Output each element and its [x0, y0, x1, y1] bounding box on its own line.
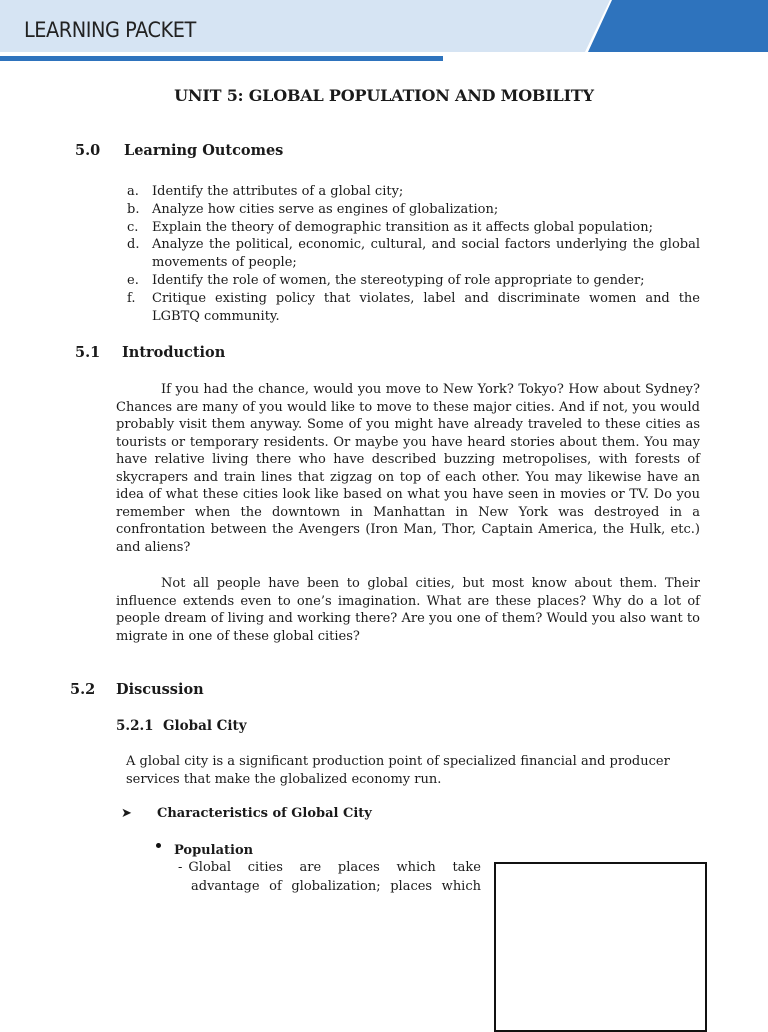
list-marker: b. — [127, 201, 140, 217]
list-item — [127, 219, 700, 237]
list-item-text: Critique existing policy that violates, label and discriminate women and the LGBTQ community. — [152, 290, 700, 324]
section-title: Discussion — [116, 681, 204, 698]
population-label: Population — [174, 843, 254, 858]
population-description — [178, 859, 481, 896]
list-item-text: Analyze how cities serve as engines of globalization; — [152, 201, 499, 217]
list-item — [127, 201, 700, 219]
list-marker: c. — [127, 219, 139, 235]
page-header — [0, 0, 768, 66]
intro-paragraph-1: If you had the chance, would you move to New York? Tokyo? How about Sydney? Chances are many of you would like to move to these major cities. And if not, you would probably visit them anyway. Some of you might have already traveled to these cities as tourists or temporary residents. Or maybe you have heard stories about them. You may have relative living there who have described buzzing metropolises, with forests of skycrapers and train lines that zigzag on top of each other. You may likewise have an idea of what these cities look like based on what you have seen in movies or TV. Do you remember when the downtown in Manhattan in New York was destroyed in a confrontation between the Avengers (Iron Man, Thor, Captain America, the Hulk, etc.) and aliens? — [116, 382, 700, 555]
list-item-text: Identify the role of women, the stereotyping of role appropriate to gender; — [152, 272, 645, 288]
list-item — [127, 183, 700, 201]
section-number: 5.0 — [75, 142, 101, 159]
intro-paragraph-2: Not all people have been to global cities, but most know about them. Their influence extends even to one’s imagination. What are these places? Why do a lot of people dream of living and working there? Are you one of them? Would you also want to migrate in one of these global cities? — [116, 576, 700, 644]
subsection-number: 5.2.1 — [116, 718, 154, 734]
list-item-text: Explain the theory of demographic transition as it affects global population; — [152, 219, 653, 235]
section-title: Learning Outcomes — [124, 142, 284, 159]
population-line-1: Global cities are places which take — [188, 860, 481, 875]
image-placeholder-box — [494, 862, 707, 1032]
list-marker: f. — [127, 290, 136, 306]
list-item-text: Analyze the political, economic, cultural, and social factors underlying the global movements of people; — [152, 237, 700, 271]
characteristics-heading: Characteristics of Global City — [157, 806, 372, 821]
dash-marker: - — [178, 860, 183, 875]
header-underline — [0, 56, 443, 61]
global-city-definition: A global city is a significant production point of specialized financial and producer services that make the globalized economy run. — [126, 754, 670, 787]
list-marker: d. — [127, 237, 140, 253]
list-item-text: Identify the attributes of a global city; — [152, 184, 404, 199]
header-title: LEARNING PACKET — [24, 18, 196, 42]
bullet-dot-icon — [156, 843, 161, 848]
list-marker: e. — [127, 272, 139, 288]
section-number: 5.2 — [70, 681, 96, 698]
subsection-title: Global City — [163, 718, 247, 734]
list-item — [127, 236, 700, 272]
section-title: Introduction — [122, 344, 226, 361]
section-number: 5.1 — [75, 344, 101, 361]
list-item — [127, 272, 700, 290]
list-marker: a. — [127, 184, 139, 199]
population-line-2: advantage of globalization; places which — [191, 878, 481, 894]
list-item — [127, 290, 700, 326]
unit-title: UNIT 5: GLOBAL POPULATION AND MOBILITY — [174, 86, 594, 105]
learning-outcomes-list — [127, 183, 700, 325]
arrow-bullet-icon: ➤ — [121, 806, 132, 821]
header-dark-band — [588, 0, 768, 52]
